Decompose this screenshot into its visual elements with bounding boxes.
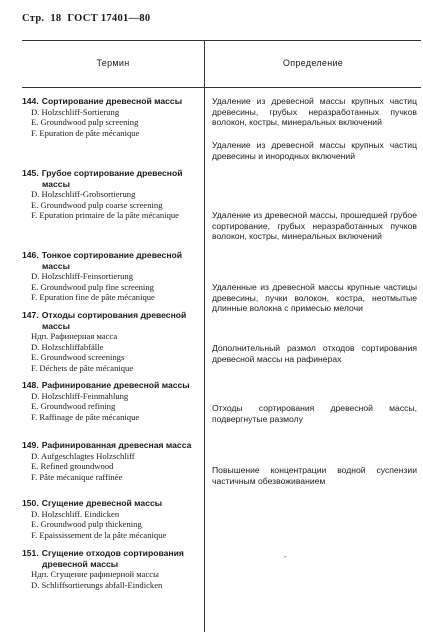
term-translation: D. Holzschliff. Eindicken xyxy=(31,508,120,519)
term-title: 147. Отходы сортирования древесной массы xyxy=(22,310,187,331)
definition-150: Повышение концентрации водной суспензии частичным обезвоживанием xyxy=(212,465,417,486)
term-translation: F. Epuration de pâte mécanique xyxy=(31,127,140,138)
term-translation: Ндп. Сгущение рафинерной массы xyxy=(31,569,159,579)
term-translation: E. Groundwood screenings xyxy=(31,352,125,362)
term-translation: D. Aufgeschlagtes Holzschliff xyxy=(31,450,135,461)
definition-147: Удаленные из древесной массы крупные частицы древесины, пучки волокон, костра, неотмытые длинные волокна с примесью мелочи xyxy=(212,282,417,313)
term-entry-150 xyxy=(22,498,202,540)
term-translation: F. Epaississement de la pâte mécanique xyxy=(31,529,167,540)
term-translation: Ндп. Рафинерная масса xyxy=(31,331,118,341)
term-title: 144. Сортирование древесной массы xyxy=(22,96,183,106)
term-title: 150. Сгущение древесной массы xyxy=(22,498,163,508)
term-entry-146 xyxy=(22,250,202,303)
term-translation: F. Déchets de pâte mécanique xyxy=(31,362,134,373)
terms-table xyxy=(22,28,421,632)
term-translation: D. Holzschliff-Sortierung xyxy=(31,106,120,117)
term-translation: F. Epuration fine de pâte mécanique xyxy=(31,292,155,302)
term-translation: E. Groundwood pulp screening xyxy=(31,117,139,127)
term-translation: E. Groundwood pulp thickening xyxy=(31,519,142,529)
definition-148: Дополнительный размол отходов сортирования древесной массы на рафинерах xyxy=(212,343,417,364)
term-entry-145 xyxy=(22,168,202,221)
dash-mark: - xyxy=(284,552,287,561)
term-translation: F. Pâte mécanique raffinée xyxy=(31,471,123,482)
term-translation: D. Holzschliffabfälle xyxy=(31,341,104,352)
definition-144: Удаление из древесной массы крупных частиц древесины, грубых неразработанных пучков волокон, костры, минеральных включений xyxy=(212,96,417,127)
term-translation: D. Holzschliff-Feinsortierung xyxy=(31,271,133,281)
term-title: 145. Грубое сортирование древесной массы xyxy=(22,168,183,189)
term-entry-147 xyxy=(22,310,202,373)
term-title: 148. Рафинирование древесной массы xyxy=(22,380,190,390)
term-translation: E. Refined groundwood xyxy=(31,461,114,471)
table-header xyxy=(22,40,421,88)
term-title: 151. Сгущение отходов сортирования древесной массы xyxy=(22,548,184,569)
term-translation: F. Raffinage de pâte mécanique xyxy=(31,411,140,422)
definition-146: Удаление из древесной массы, прошедшей грубое сортирование, грубых неразработанных пучков волокон, костры, минеральных включений xyxy=(212,210,417,241)
page-header xyxy=(22,13,153,24)
term-translation: D. Schliffsortierungs abfall-Eindicken xyxy=(31,579,163,590)
term-translation: E. Groundwood pulp fine screening xyxy=(31,281,154,292)
term-entry-148 xyxy=(22,380,202,422)
column-divider-body xyxy=(204,86,205,632)
term-entry-149 xyxy=(22,440,202,482)
term-translation: E. Groundwood pulp coarse screening xyxy=(31,199,163,210)
column-header-definition: Определение xyxy=(282,58,344,68)
standard-code: ГОСТ 17401—80 xyxy=(67,13,151,24)
term-translation: D. Holzschliff-Grobsortierung xyxy=(31,189,136,199)
page-number: 18 xyxy=(50,13,62,24)
column-header-term: Термин xyxy=(96,58,130,68)
term-entry-151 xyxy=(22,548,202,590)
term-title: 146. Тонкое сортирование древесной массы xyxy=(22,250,183,271)
definition-149: Отходы сортирования древесной массы, подвергнутые размолу xyxy=(212,403,417,424)
definition-145: Удаление из древесной массы крупных частиц древесины и инородных включений xyxy=(212,140,417,161)
term-translation: D. Holzschliff-Feinmahlung xyxy=(31,390,129,401)
term-entry-144 xyxy=(22,96,202,138)
term-title: 149. Рафинированная древесная масса xyxy=(22,440,192,450)
term-translation: E. Groundwood refining xyxy=(31,401,116,411)
term-translation: F. Epuration primaire de la pâte mécanique xyxy=(31,210,179,220)
page-prefix: Стр. xyxy=(22,13,45,24)
